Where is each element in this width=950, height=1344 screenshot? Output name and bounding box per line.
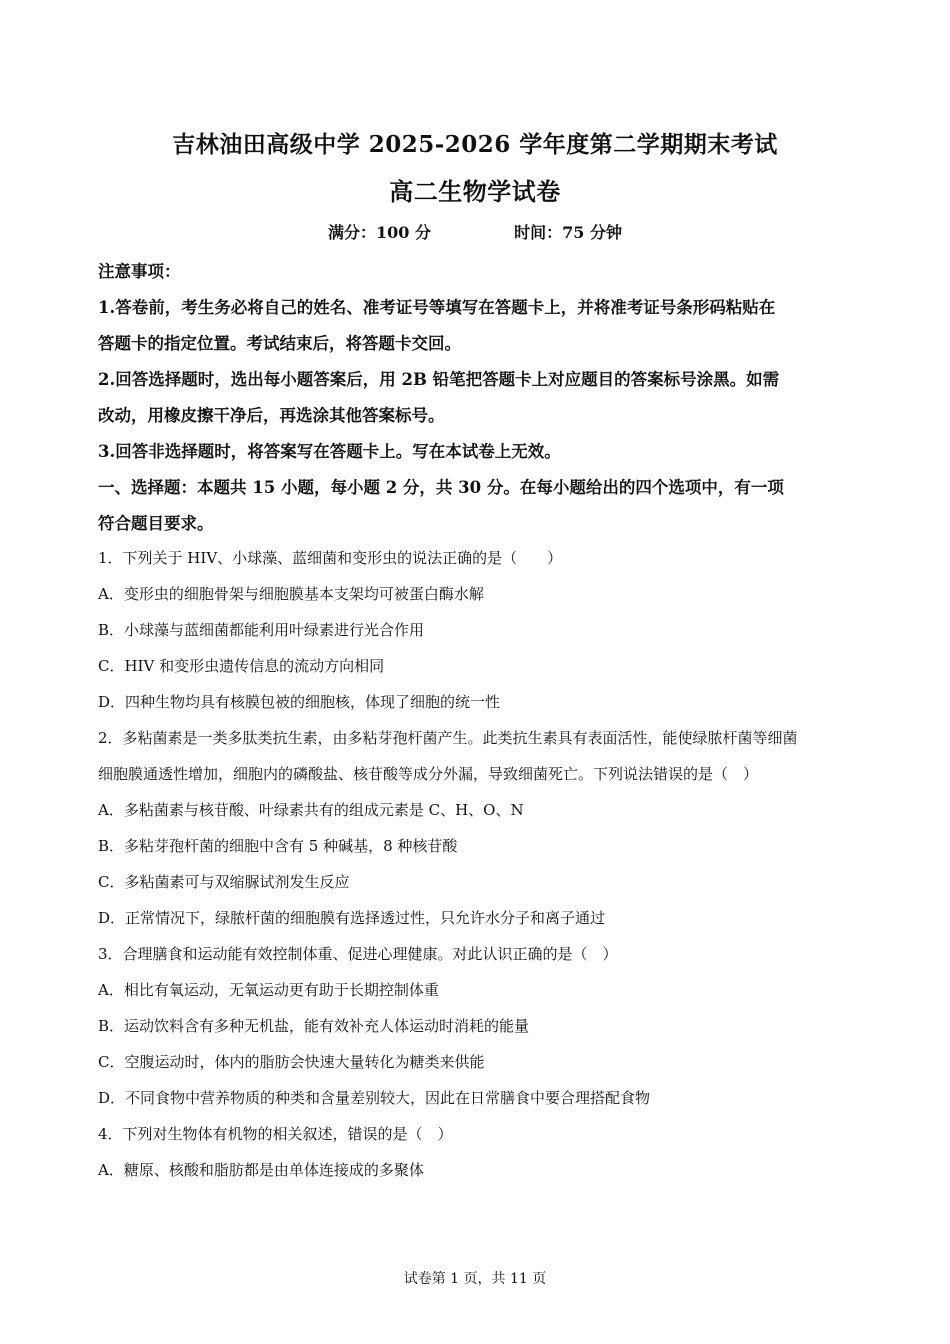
question-option: B．多粘芽孢杆菌的细胞中含有 5 种碱基，8 种核苷酸 [98, 837, 458, 855]
question-option: B．运动饮料含有多种无机盐，能有效补充人体运动时消耗的能量 [98, 1017, 530, 1035]
question-option: C．多粘菌素可与双缩脲试剂发生反应 [98, 873, 350, 891]
notice-line: 改动，用橡皮擦干净后，再选涂其他答案标号。 [98, 406, 445, 425]
question-option: A．变形虫的细胞骨架与细胞膜基本支架均可被蛋白酶水解 [98, 585, 484, 603]
notice-line: 答题卡的指定位置。考试结束后，将答题卡交回。 [98, 334, 461, 353]
question-stem: 4．下列对生物体有机物的相关叙述，错误的是（ ） [98, 1125, 453, 1143]
section-heading: 一、选择题：本题共 15 小题，每小题 2 分，共 30 分。在每小题给出的四个选项中，有一项 [98, 478, 784, 497]
question-option: C．HIV 和变形虫遗传信息的流动方向相同 [98, 657, 385, 675]
section-heading-cont: 符合题目要求。 [98, 514, 214, 533]
question-option: A．多粘菌素与核苷酸、叶绿素共有的组成元素是 C、H、O、N [98, 801, 524, 819]
full-score: 满分：100 分 [328, 223, 431, 242]
exam-subtitle: 高二生物学试卷 [389, 177, 561, 206]
exam-meta [0, 220, 950, 243]
notice-line: 2.回答选择题时，选出每小题答案后，用 2B 铅笔把答题卡上对应题目的答案标号涂黑。如需 [98, 370, 780, 389]
question-option: D．不同食物中营养物质的种类和含量差别较大，因此在日常膳食中要合理搭配食物 [98, 1089, 651, 1107]
notice-line: 3.回答非选择题时，将答案写在答题卡上。写在本试卷上无效。 [98, 442, 561, 461]
page-footer: 试卷第 1 页，共 11 页 [403, 1271, 547, 1287]
question-option: A．相比有氧运动，无氧运动更有助于长期控制体重 [98, 981, 439, 999]
notice-heading: 注意事项： [98, 262, 181, 281]
notice-line: 1.答卷前，考生务必将自己的姓名、准考证号等填写在答题卡上，并将准考证号条形码粘贴在 [98, 298, 776, 317]
question-option: C．空腹运动时，体内的脂肪会快速大量转化为糖类来供能 [98, 1053, 485, 1071]
question-option: D．正常情况下，绿脓杆菌的细胞膜有选择透过性，只允许水分子和离子通过 [98, 909, 606, 927]
question-option: A．糖原、核酸和脂肪都是由单体连接成的多聚体 [98, 1161, 424, 1179]
question-stem-cont: 细胞膜通透性增加，细胞内的磷酸盐、核苷酸等成分外漏，导致细菌死亡。下列说法错误的是（ ） [98, 765, 759, 783]
question-option: B．小球藻与蓝细菌都能利用叶绿素进行光合作用 [98, 621, 425, 639]
question-option: D．四种生物均具有核膜包被的细胞核，体现了细胞的统一性 [98, 693, 501, 711]
exam-time: 时间：75 分钟 [514, 223, 622, 242]
question-stem: 1．下列关于 HIV、小球藻、蓝细菌和变形虫的说法正确的是（ ） [98, 549, 563, 567]
question-stem: 2．多粘菌素是一类多肽类抗生素，由多粘芽孢杆菌产生。此类抗生素具有表面活性，能使绿脓杆菌等细菌 [98, 729, 798, 747]
question-stem: 3．合理膳食和运动能有效控制体重、促进心理健康。对此认识正确的是（ ） [98, 945, 618, 963]
exam-title: 吉林油田高级中学 2025-2026 学年度第二学期期末考试 [172, 131, 778, 158]
